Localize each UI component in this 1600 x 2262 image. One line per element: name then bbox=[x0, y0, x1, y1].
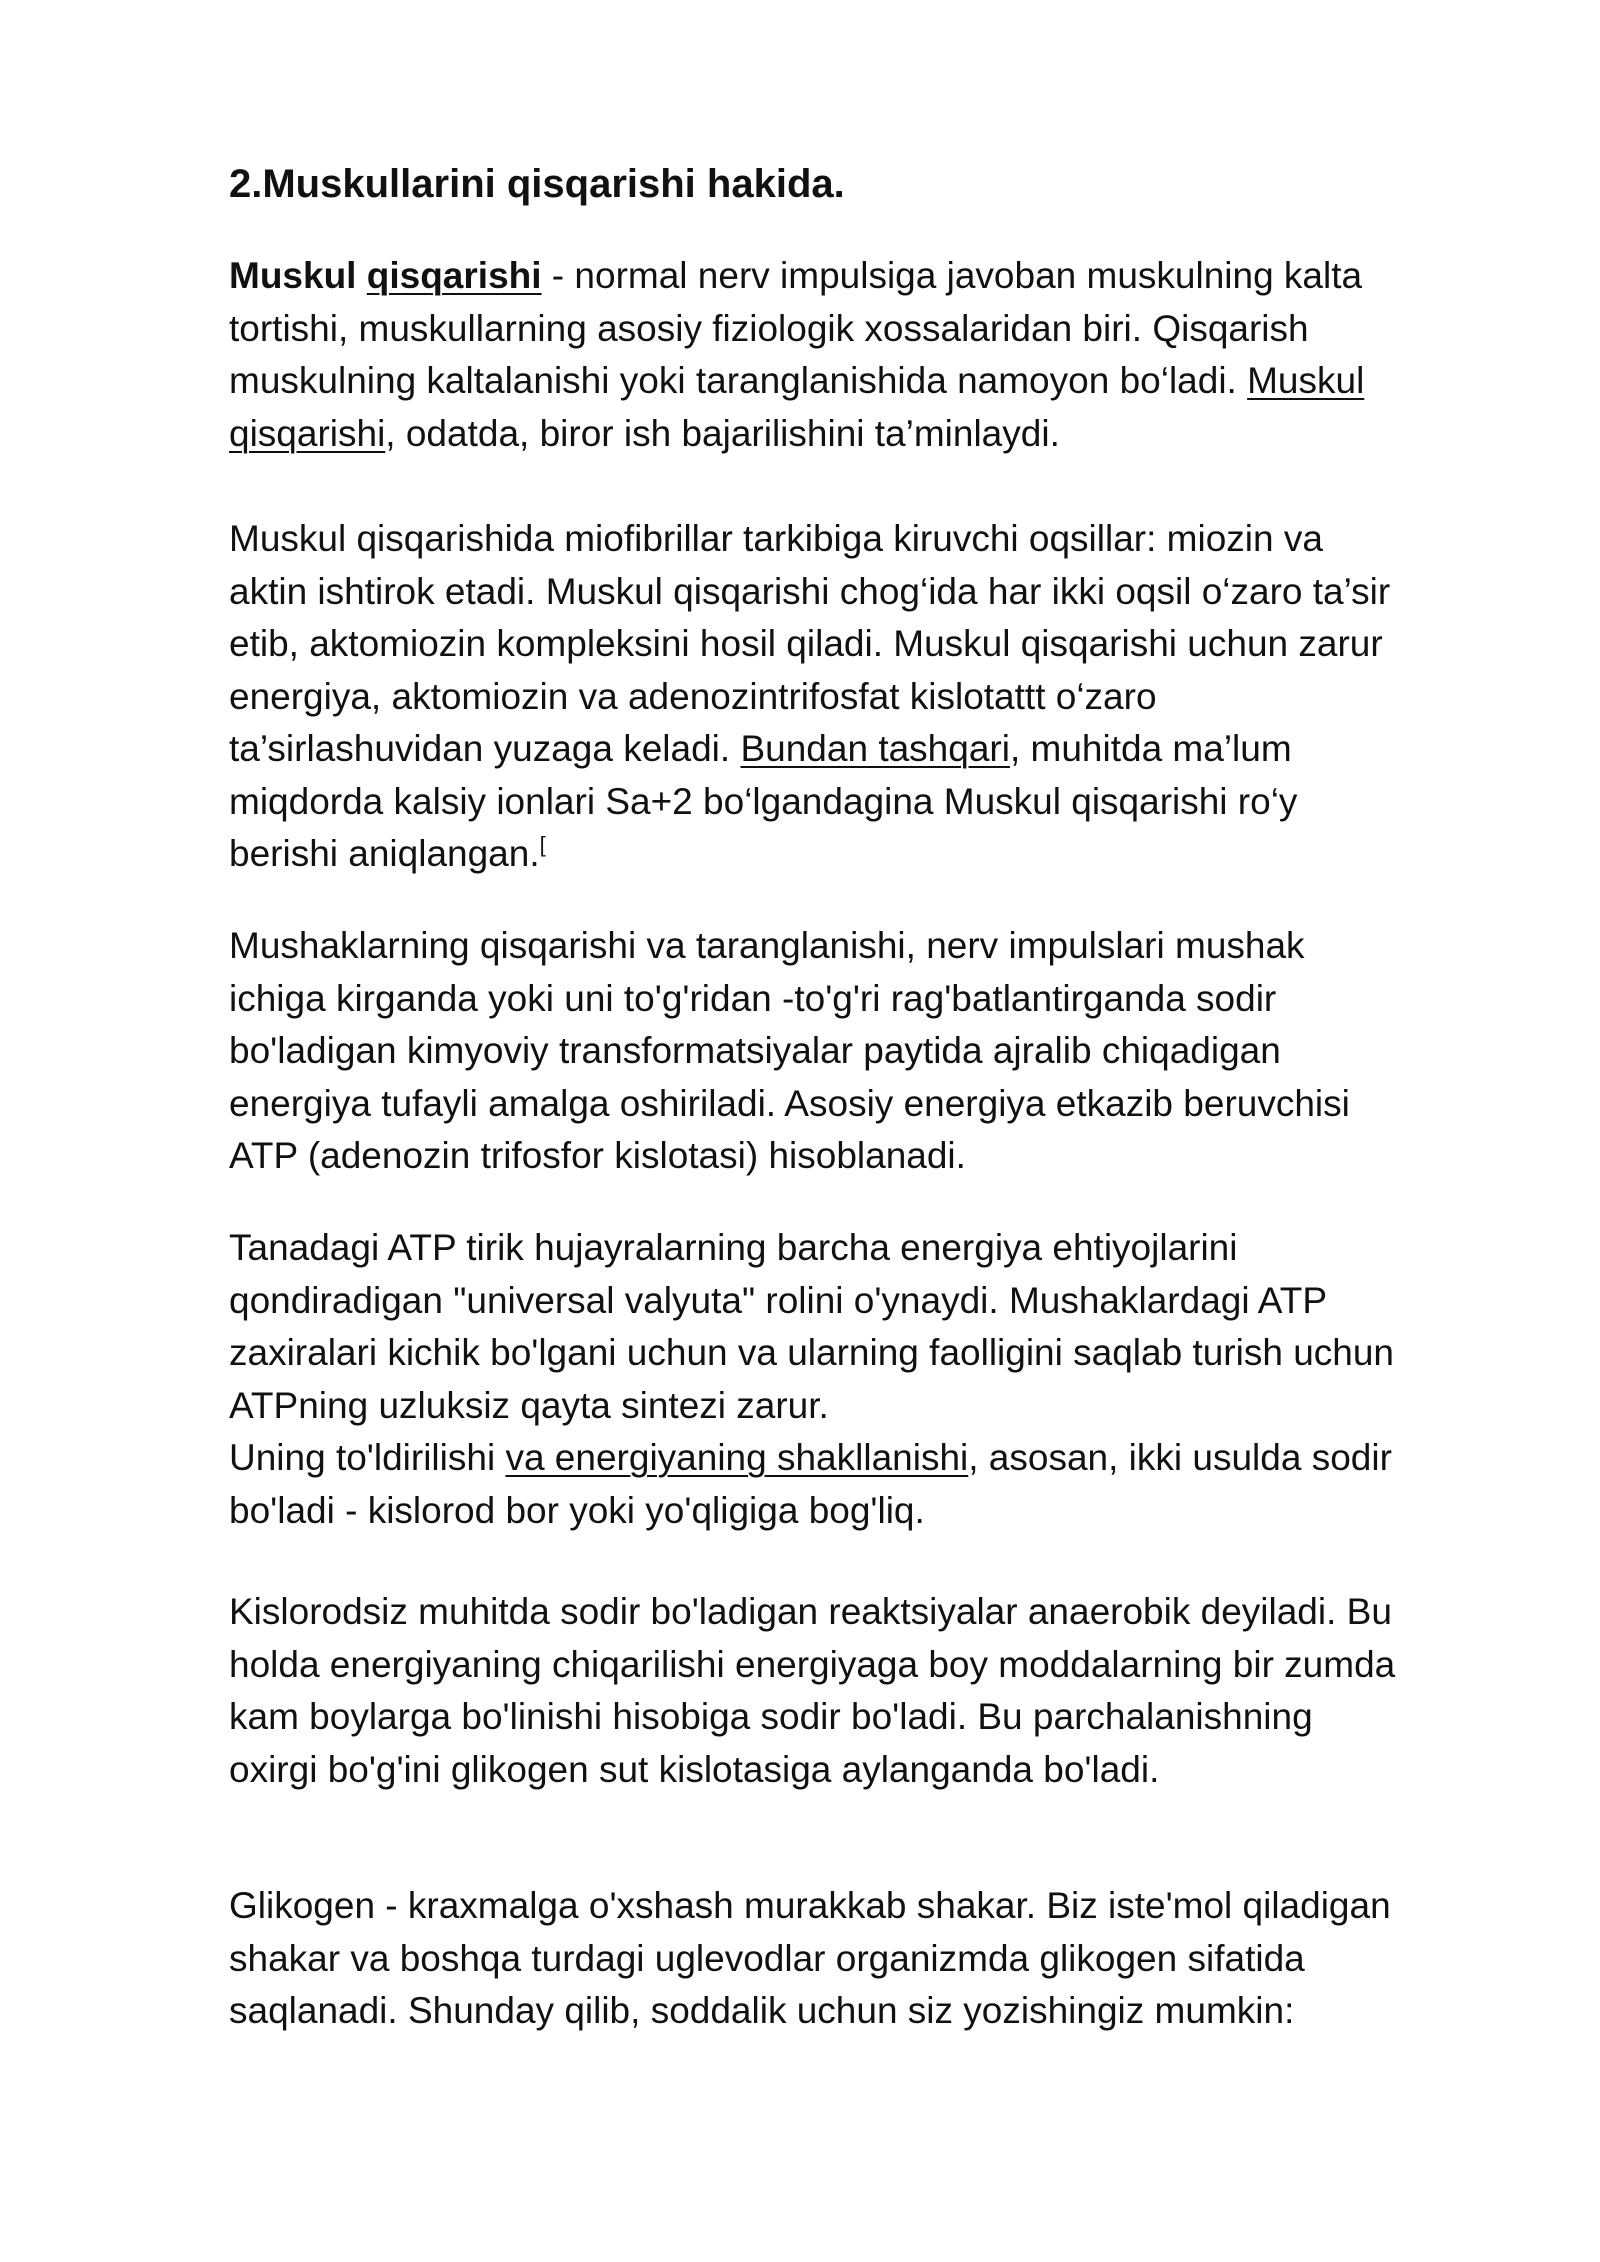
text-line: Tanadagi ATP tirik hujayralarning barcha energiya ehtiyojlarini bbox=[229, 1227, 1238, 1268]
text-line: Muskul qisqarishida miofibrillar tarkibiga kiruvchi oqsillar: miozin va bbox=[229, 518, 1323, 559]
text-line: ATP (adenozin trifosfor kislotasi) hisoblanadi. bbox=[229, 1135, 966, 1176]
text-line: Kislorodsiz muhitda sodir bo'ladigan reaktsiyalar anaerobik deyiladi. Bu bbox=[229, 1591, 1392, 1632]
text-span: ta’sirlashuvidan yuzaga keladi. bbox=[229, 728, 741, 769]
text-line: Glikogen - kraxmalga o'xshash murakkab shakar. Biz iste'mol qiladigan bbox=[229, 1885, 1391, 1926]
text-line: saqlanadi. Shunday qilib, soddalik uchun siz yozishingiz mumkin: bbox=[229, 1990, 1295, 2031]
paragraph-atp bbox=[229, 1222, 1519, 1537]
term-link[interactable]: qisqarishi bbox=[366, 255, 542, 296]
text-span: , asosan, ikki usulda sodir bbox=[968, 1437, 1392, 1478]
text-line bbox=[229, 408, 1519, 461]
text-line bbox=[229, 723, 1519, 776]
term-link[interactable]: Muskul bbox=[1247, 360, 1365, 401]
text-span: , muhitda ma’lum bbox=[1009, 728, 1292, 769]
text-span: berishi aniqlangan. bbox=[229, 833, 540, 874]
text-line: qondiradigan "universal valyuta" rolini o'ynaydi. Mushaklardagi ATP bbox=[229, 1279, 1328, 1321]
text-line: energiya, aktomiozin va adenozintrifosfat kislotattt o‘zaro bbox=[229, 675, 1157, 717]
text-span: Uning to'ldirilishi bbox=[229, 1437, 506, 1478]
text-line: oxirgi bo'g'ini glikogen sut kislotasiga aylanganda bo'ladi. bbox=[229, 1748, 1160, 1790]
paragraph-energy-source bbox=[229, 920, 1519, 1183]
term-link[interactable]: qisqarishi bbox=[229, 412, 386, 454]
paragraph-muscle-contraction-definition bbox=[229, 250, 1519, 460]
text-line: energiya tufayli amalga oshiriladi. Asosiy energiya etkazib beruvchisi bbox=[229, 1082, 1350, 1124]
paragraph-anaerobic bbox=[229, 1586, 1519, 1796]
text-line: etib, aktomiozin kompleksini hosil qiladi. Muskul qisqarishi uchun zarur bbox=[229, 623, 1383, 664]
text-line: tortishi, muskullarning asosiy fiziologik xossalaridan biri. Qisqarish bbox=[229, 307, 1309, 349]
text-line bbox=[229, 828, 1519, 881]
section-heading: 2.Muskullarini qisqarishi hakida. bbox=[229, 162, 845, 206]
text-line bbox=[229, 355, 1519, 408]
text-line bbox=[229, 1432, 1519, 1485]
text-line: Mushaklarning qisqarishi va taranglanishi, nerv impulslari mushak bbox=[229, 925, 1305, 966]
text-line bbox=[229, 250, 1519, 303]
paragraph-proteins bbox=[229, 513, 1519, 881]
text-span: - normal nerv impulsiga javoban muskulning kalta bbox=[541, 255, 1363, 296]
text-line: ATPning uzluksiz qayta sintezi zarur. bbox=[229, 1384, 829, 1426]
footnote-marker[interactable]: [ bbox=[539, 832, 546, 857]
text-line: kam boylarga bo'linishi hisobiga sodir bo'ladi. Bu parchalanishning bbox=[229, 1696, 1313, 1737]
text-line: holda energiyaning chiqarilishi energiyaga boy moddalarning bir zumda bbox=[229, 1643, 1396, 1685]
text-line: aktin ishtirok etadi. Muskul qisqarishi chog‘ida har ikki oqsil o‘zaro ta’sir bbox=[229, 570, 1391, 612]
text-line: bo'ladigan kimyoviy transformatsiyalar paytida ajralib chiqadigan bbox=[229, 1030, 1281, 1071]
term-link[interactable]: va energiyaning shakllanishi bbox=[505, 1437, 969, 1478]
paragraph-glycogen bbox=[229, 1880, 1519, 2038]
text-line: miqdorda kalsiy ionlari Sa+2 bo‘lgandagina Muskul qisqarishi ro‘y bbox=[229, 780, 1298, 822]
text-span: , odatda, biror ish bajarilishini ta’minlaydi. bbox=[385, 412, 1060, 454]
bold-term: Muskul bbox=[229, 255, 357, 296]
text-line: bo'ladi - kislorod bor yoki yo'qligiga bog'liq. bbox=[229, 1489, 925, 1531]
text-line: shakar va boshqa turdagi uglevodlar organizmda glikogen sifatida bbox=[229, 1937, 1305, 1979]
term-link[interactable]: Bundan tashqari bbox=[740, 728, 1010, 769]
text-line: ichiga kirganda yoki uni to'g'ridan -to'g'ri rag'batlantirganda sodir bbox=[229, 977, 1277, 1019]
text-span: muskulning kaltalanishi yoki taranglanishida namoyon bo‘ladi. bbox=[229, 360, 1248, 401]
text-line: zaxiralari kichik bo'lgani uchun va ularning faolligini saqlab turish uchun bbox=[229, 1332, 1395, 1373]
